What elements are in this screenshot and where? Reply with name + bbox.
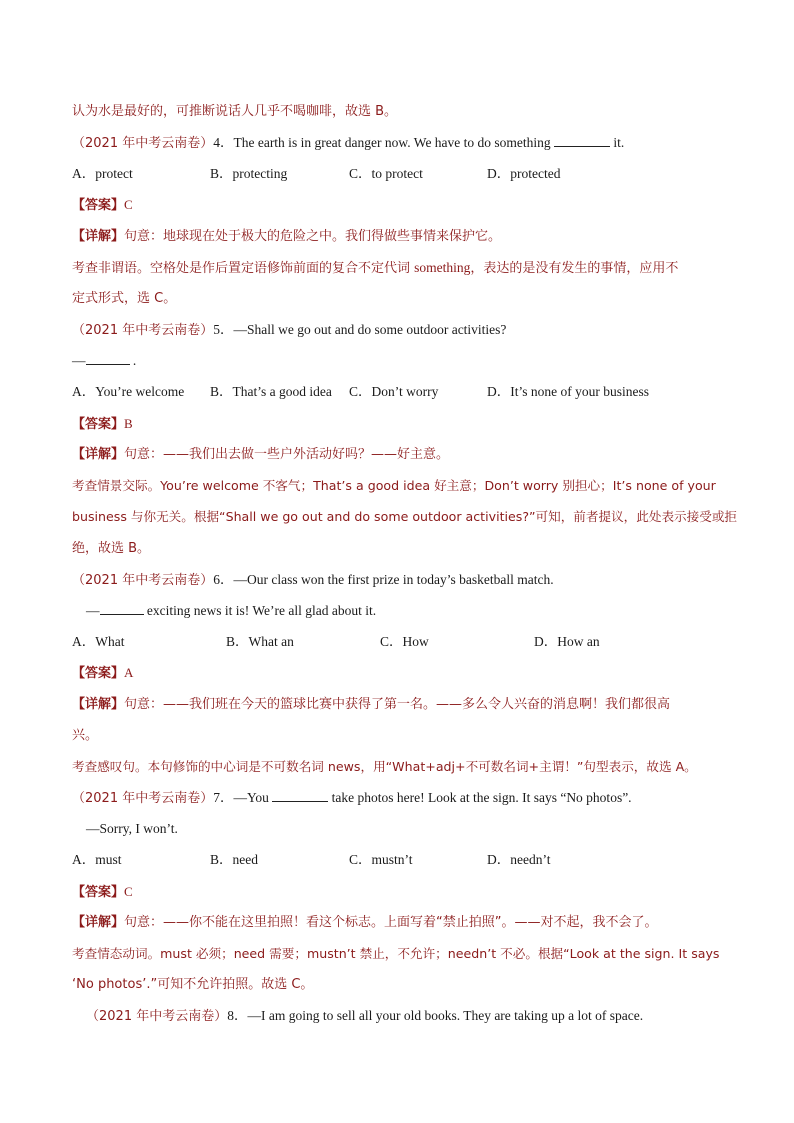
q6-option-c: C．How: [380, 634, 429, 649]
q4-answer-tag: 【答案】: [72, 198, 125, 213]
q4-answer-value: C: [124, 197, 133, 212]
q5-detail-2: 考查情景交际。You’re welcome 不客气；That’s a good idea 好主意；Don’t worry 别担心；It’s none of your: [72, 478, 716, 493]
q5-option-c: C．Don’t worry: [349, 384, 439, 399]
q4-option-b: B．protecting: [210, 166, 288, 181]
q4-detail-tag: 【详解】: [72, 229, 125, 244]
intro-line: 认为水是最好的，可推断说话人几乎不喝咖啡，故选 B。: [72, 104, 398, 119]
q4-stem-b: it.: [610, 135, 625, 150]
q6-option-b: B．What an: [226, 634, 294, 649]
q7-detail-3: ‘No photos’.”可知不允许拍照。故选 C。: [72, 977, 314, 992]
q4-option-a: A．protect: [72, 166, 133, 181]
q4-answer: [72, 196, 133, 215]
q5-option-b: B．That’s a good idea: [210, 384, 332, 399]
q5-option-d: D．It’s none of your business: [487, 384, 649, 399]
q6-detail-2: 兴。: [72, 728, 99, 743]
q6-detail-1: 【详解】句意：——我们班在今天的篮球比赛中获得了第一名。——多么令人兴奋的消息啊！我们都很高: [72, 697, 671, 712]
q7-option-c: C．mustn’t: [349, 852, 413, 867]
q7-reply: —Sorry, I won’t.: [86, 821, 178, 836]
q5-detail-4: 绝，故选 B。: [72, 541, 151, 556]
q5-stem: （2021 年中考云南卷）5．—Shall we go out and do some outdoor activities?: [72, 322, 507, 338]
q4-detail-2: 考查非谓语。空格处是作后置定语修饰前面的复合不定代词 something，表达的是没有发生的事情，应用不: [72, 260, 679, 276]
q6-blank: [100, 603, 144, 615]
q5-source: （2021 年中考云南卷）: [72, 323, 214, 338]
q5-answer: 【答案】B: [72, 416, 133, 432]
q5-blank: [86, 353, 130, 365]
q8-stem: （2021 年中考云南卷）8．—I am going to sell all your old books. They are taking up a lot of space.: [86, 1008, 644, 1024]
q7-option-d: D．needn’t: [487, 852, 551, 867]
q4-option-c: C．to protect: [349, 166, 423, 181]
q4-stem-a: 4．The earth is in great danger now. We have to do something: [213, 135, 555, 150]
q6-answer: 【答案】A: [72, 665, 134, 681]
q4-option-d: D．protected: [487, 166, 561, 181]
q6-option-a: A．What: [72, 634, 125, 649]
q4-source: （2021 年中考云南卷）: [72, 136, 214, 151]
q4-stem: [72, 134, 624, 153]
q6-reply: — exciting news it is! We’re all glad about it.: [86, 603, 377, 618]
q7-blank: [272, 790, 328, 802]
q7-answer: 【答案】C: [72, 884, 133, 900]
q7-option-a: A．must: [72, 852, 122, 867]
q7-detail-1: 【详解】句意：——你不能在这里拍照！看这个标志。上面写着“禁止拍照”。——对不起，我不会了。: [72, 915, 658, 930]
q5-reply: — .: [72, 353, 137, 368]
q7-detail-2: 考查情态动词。must 必须；need 需要；mustn’t 禁止，不允许；needn’t 不必。根据“Look at the sign. It says: [72, 946, 720, 961]
q7-stem: （2021 年中考云南卷）7．—You take photos here! Look at the sign. It says “No photos”.: [72, 790, 632, 806]
q5-option-a: A．You’re welcome: [72, 384, 185, 399]
q7-option-b: B．need: [210, 852, 258, 867]
q5-detail-1: 【详解】句意：——我们出去做一些户外活动好吗？——好主意。: [72, 447, 450, 462]
q4-detail-3: 定式形式，选 C。: [72, 291, 177, 306]
q6-option-d: D．How an: [534, 634, 600, 649]
q4-detail-1: 【详解】句意：地球现在处于极大的危险之中。我们得做些事情来保护它。: [72, 229, 502, 244]
q6-stem: （2021 年中考云南卷）6．—Our class won the first prize in today’s basketball match.: [72, 572, 554, 588]
q6-detail-3: 考查感叹句。本句修饰的中心词是不可数名词 news，用“What+adj+不可数名词+主谓！”句型表示，故选 A。: [72, 759, 697, 774]
q5-detail-3: business 与你无关。根据“Shall we go out and do some outdoor activities?”可知，前者提议，此处表示接受或拒: [72, 509, 738, 524]
q4-blank: [554, 135, 610, 147]
